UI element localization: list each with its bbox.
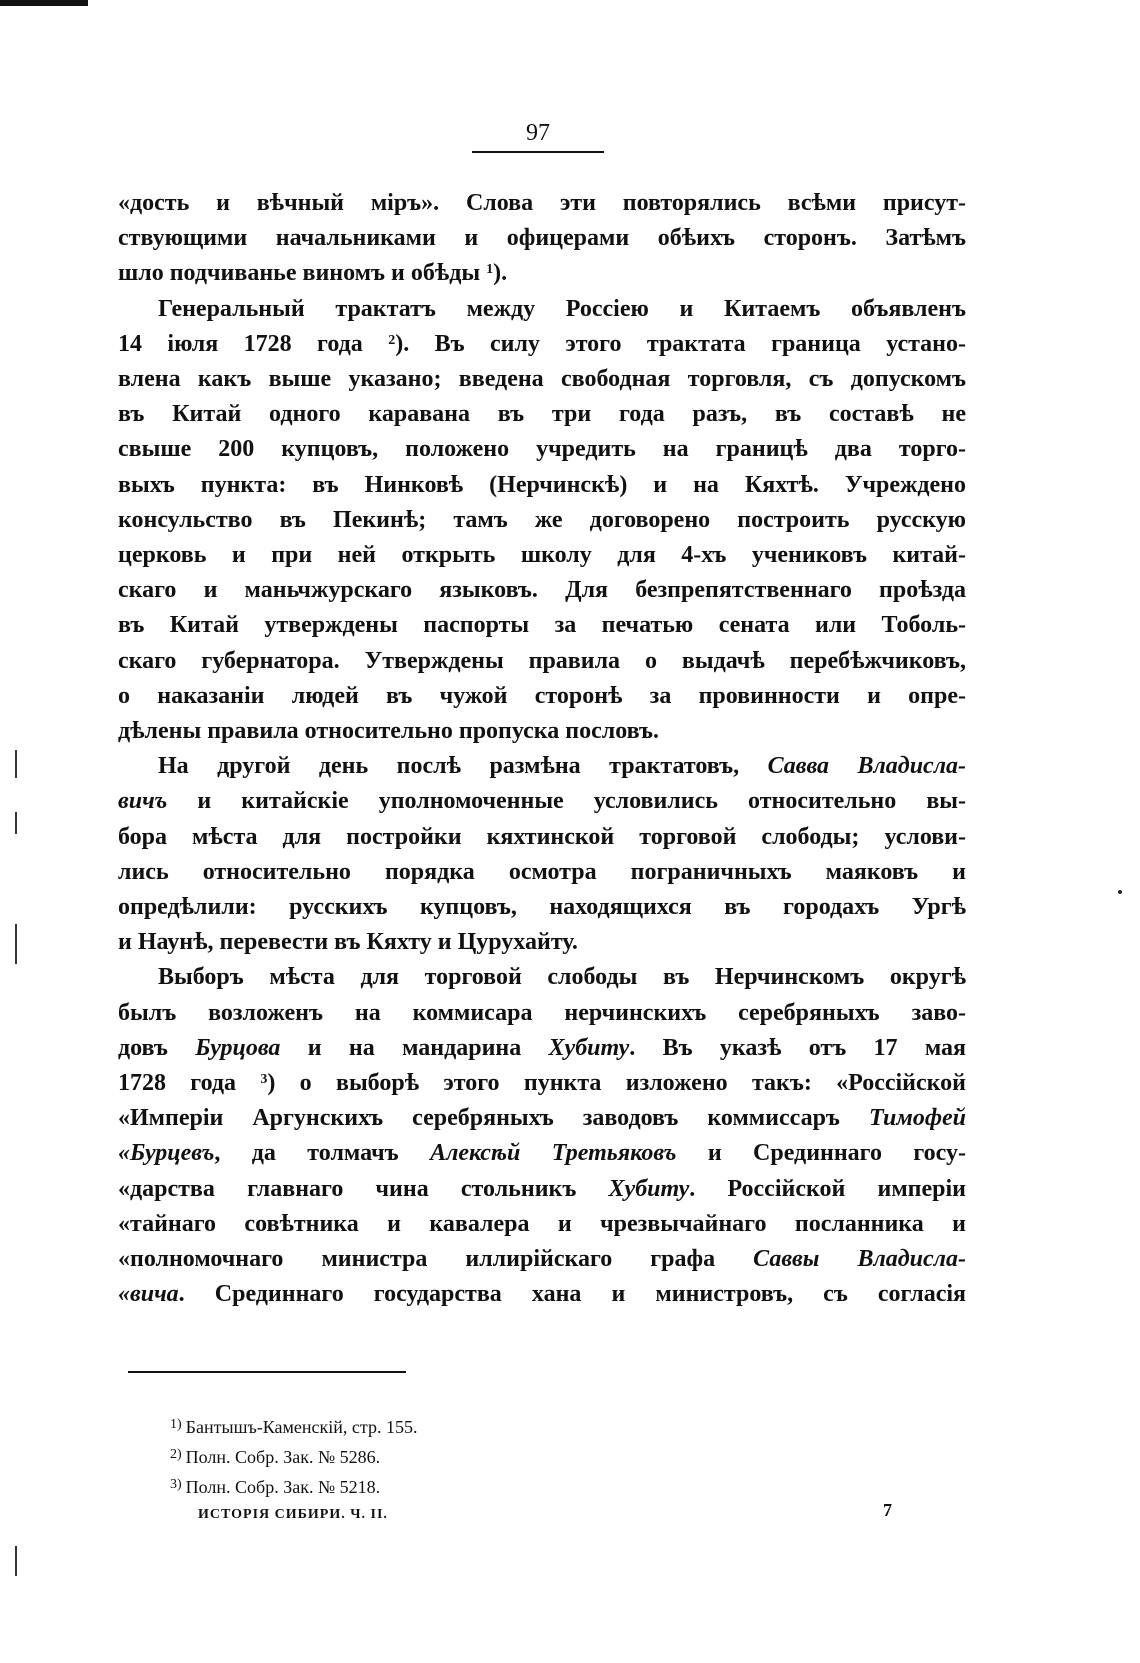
p1-line-3-end: ).: [493, 260, 508, 287]
p4-line-4: [118, 1066, 966, 1101]
scan-margin-mark: [15, 750, 17, 778]
sheet-number: 7: [883, 1500, 892, 1520]
person-name-burtsev: «Бурцевъ: [118, 1140, 215, 1167]
p4-line-9-a: «полномочнаго министра иллирійскаго графа: [118, 1246, 716, 1273]
p4-line-5: [118, 1101, 966, 1136]
p2-line-7: консульство въ Пекинѣ; тамъ же договорено построить русскую: [118, 506, 966, 533]
p2-line-9: скаго и маньчжурскаго языковъ. Для безпрепятственнаго проѣзда: [118, 577, 966, 604]
scan-margin-mark: [15, 812, 17, 834]
p4-line-4-b: ) о выборѣ этого пункта изложено такъ: «Россійской: [267, 1070, 967, 1097]
footnote-divider: [128, 1371, 406, 1373]
p1-line-1: «дость и вѣчный міръ». Слова эти повторялись всѣми присут-: [118, 190, 966, 216]
p4-line-5-a: «Имперіи Аргунскихъ серебряныхъ заводовъ коммиссаръ: [118, 1105, 840, 1132]
p4-line-3-c: . Въ указѣ отъ 17 мая: [629, 1034, 967, 1061]
p1-line-3: [118, 256, 966, 291]
p4-line-7-a: «дарства главнаго чина стольникъ: [118, 1175, 577, 1202]
p2-line-5: свыше 200 купцовъ, положено учредить на границѣ два торго-: [118, 436, 966, 463]
p3-line-1: [118, 749, 966, 784]
p3-line-2-b: и китайскіе уполномоченные условились относительно вы-: [197, 788, 967, 815]
p2-line-12: о наказаніи людей въ чужой сторонѣ за провинности и опре-: [118, 682, 966, 709]
p4-line-6: [118, 1136, 966, 1171]
printer-signature: ИСТОРІЯ СИБИРИ. Ч. II.: [198, 1507, 388, 1522]
p4-line-3: [118, 1031, 966, 1066]
footnote-2: [170, 1442, 417, 1472]
footnote-2-text: Полн. Собр. Зак. № 5286.: [185, 1447, 381, 1467]
p4-line-4-a: 1728 года: [118, 1070, 237, 1097]
person-name-savva-cont: вичъ: [118, 788, 168, 815]
page-number: 97: [472, 120, 604, 153]
p4-line-10: [118, 1277, 966, 1312]
p2-line-13: дѣлены правила относительно пропуска пословъ.: [118, 718, 659, 745]
footnote-1: [170, 1412, 417, 1442]
p4-line-6-a: , да толмачъ: [214, 1140, 399, 1167]
footnote-1-text: Бантышъ-Каменскій, стр. 155.: [185, 1417, 418, 1437]
p3-line-1-a: На другой день послѣ размѣна трактатовъ,: [158, 753, 740, 780]
footnote-2-marker: 2): [170, 1447, 182, 1462]
p3-line-5: опредѣлили: русскихъ купцовъ, находящихся въ городахъ Ургѣ: [118, 894, 966, 921]
footnote-ref-3: 3: [260, 1072, 268, 1088]
person-name-khubitu: Хубиту: [548, 1034, 630, 1061]
footnote-1-marker: 1): [170, 1417, 182, 1432]
footnote-3: [170, 1472, 417, 1502]
p4-line-3-b: и на мандарина: [307, 1034, 522, 1061]
p2-line-3: влена какъ выше указано; введена свободная торговля, съ допускомъ: [118, 366, 966, 393]
top-edge-rule: [0, 0, 88, 6]
p2-line-2-a: 14 іюля 1728 года: [118, 330, 363, 357]
p4-line-8: «тайнаго совѣтника и кавалера и чрезвычайнаго посланника и: [118, 1210, 966, 1237]
person-name-tretyakov: Алексѣй Третьяковъ: [430, 1140, 677, 1167]
scan-speck: [1118, 890, 1122, 894]
p4-line-7-b: . Россійской имперіи: [689, 1175, 967, 1202]
p1-line-2: ствующими начальниками и офицерами обѣихъ сторонъ. Затѣмъ: [118, 225, 966, 252]
p2-line-2: [118, 327, 966, 362]
footnote-ref-2: 2: [388, 332, 396, 348]
p2-line-8: церковь и при ней открыть школу для 4-хъ учениковъ китай-: [118, 542, 966, 569]
person-name-timofei: Тимофей: [868, 1105, 966, 1132]
person-name-savva-2-cont: «вича: [118, 1281, 179, 1308]
person-name-savva: Савва Владисла-: [767, 753, 967, 780]
p2-line-1: Генеральный трактатъ между Россіею и Китаемъ объявленъ: [158, 295, 966, 322]
p4-line-6-b: и Срединнаго госу-: [707, 1140, 967, 1167]
p2-line-11: скаго губернатора. Утверждены правила о выдачѣ перебѣжчиковъ,: [118, 647, 966, 674]
body-text: [118, 186, 966, 1313]
person-name-savva-2: Саввы Владисла-: [753, 1246, 966, 1273]
footnote-3-text: Полн. Собр. Зак. № 5218.: [185, 1477, 381, 1497]
p2-line-2-b: ). Въ силу этого трактата граница устано-: [395, 330, 967, 357]
p3-line-4: лись относительно порядка осмотра пограничныхъ маяковъ и: [118, 858, 966, 885]
p4-line-9: [118, 1242, 966, 1277]
scan-margin-mark: [15, 1546, 17, 1576]
footnote-3-marker: 3): [170, 1477, 182, 1492]
p2-line-4: въ Китай одного каравана въ три года разъ, въ составѣ не: [118, 401, 966, 428]
person-name-burtsov: Бурцова: [195, 1034, 281, 1061]
scan-margin-mark: [15, 924, 17, 964]
person-name-khubitu-2: Хубиту: [608, 1175, 690, 1202]
p3-line-3: бора мѣста для постройки кяхтинской торговой слободы; услови-: [118, 823, 966, 850]
p3-line-2: [118, 784, 966, 819]
p4-line-10-b: . Срединнаго государства хана и министровъ, съ согласія: [178, 1281, 966, 1308]
p4-line-7: [118, 1172, 966, 1207]
p1-line-3-text: шло подчиванье виномъ и обѣды: [118, 260, 481, 287]
p3-line-6: и Наунѣ, перевести въ Кяхту и Цурухайту.: [118, 929, 578, 956]
p4-line-3-a: довъ: [118, 1034, 168, 1061]
p4-line-1: Выборъ мѣста для торговой слободы въ Нерчинскомъ округѣ: [158, 964, 966, 991]
footnote-ref-1: 1: [486, 262, 494, 278]
p2-line-6: выхъ пункта: въ Нинковѣ (Нерчинскѣ) и на Кяхтѣ. Учреждено: [118, 471, 966, 498]
p4-line-2: былъ возложенъ на коммисара нерчинскихъ серебряныхъ заво-: [118, 999, 966, 1026]
p2-line-10: въ Китай утверждены паспорты за печатью сената или Тоболь-: [118, 612, 966, 639]
footnotes: [170, 1412, 417, 1502]
